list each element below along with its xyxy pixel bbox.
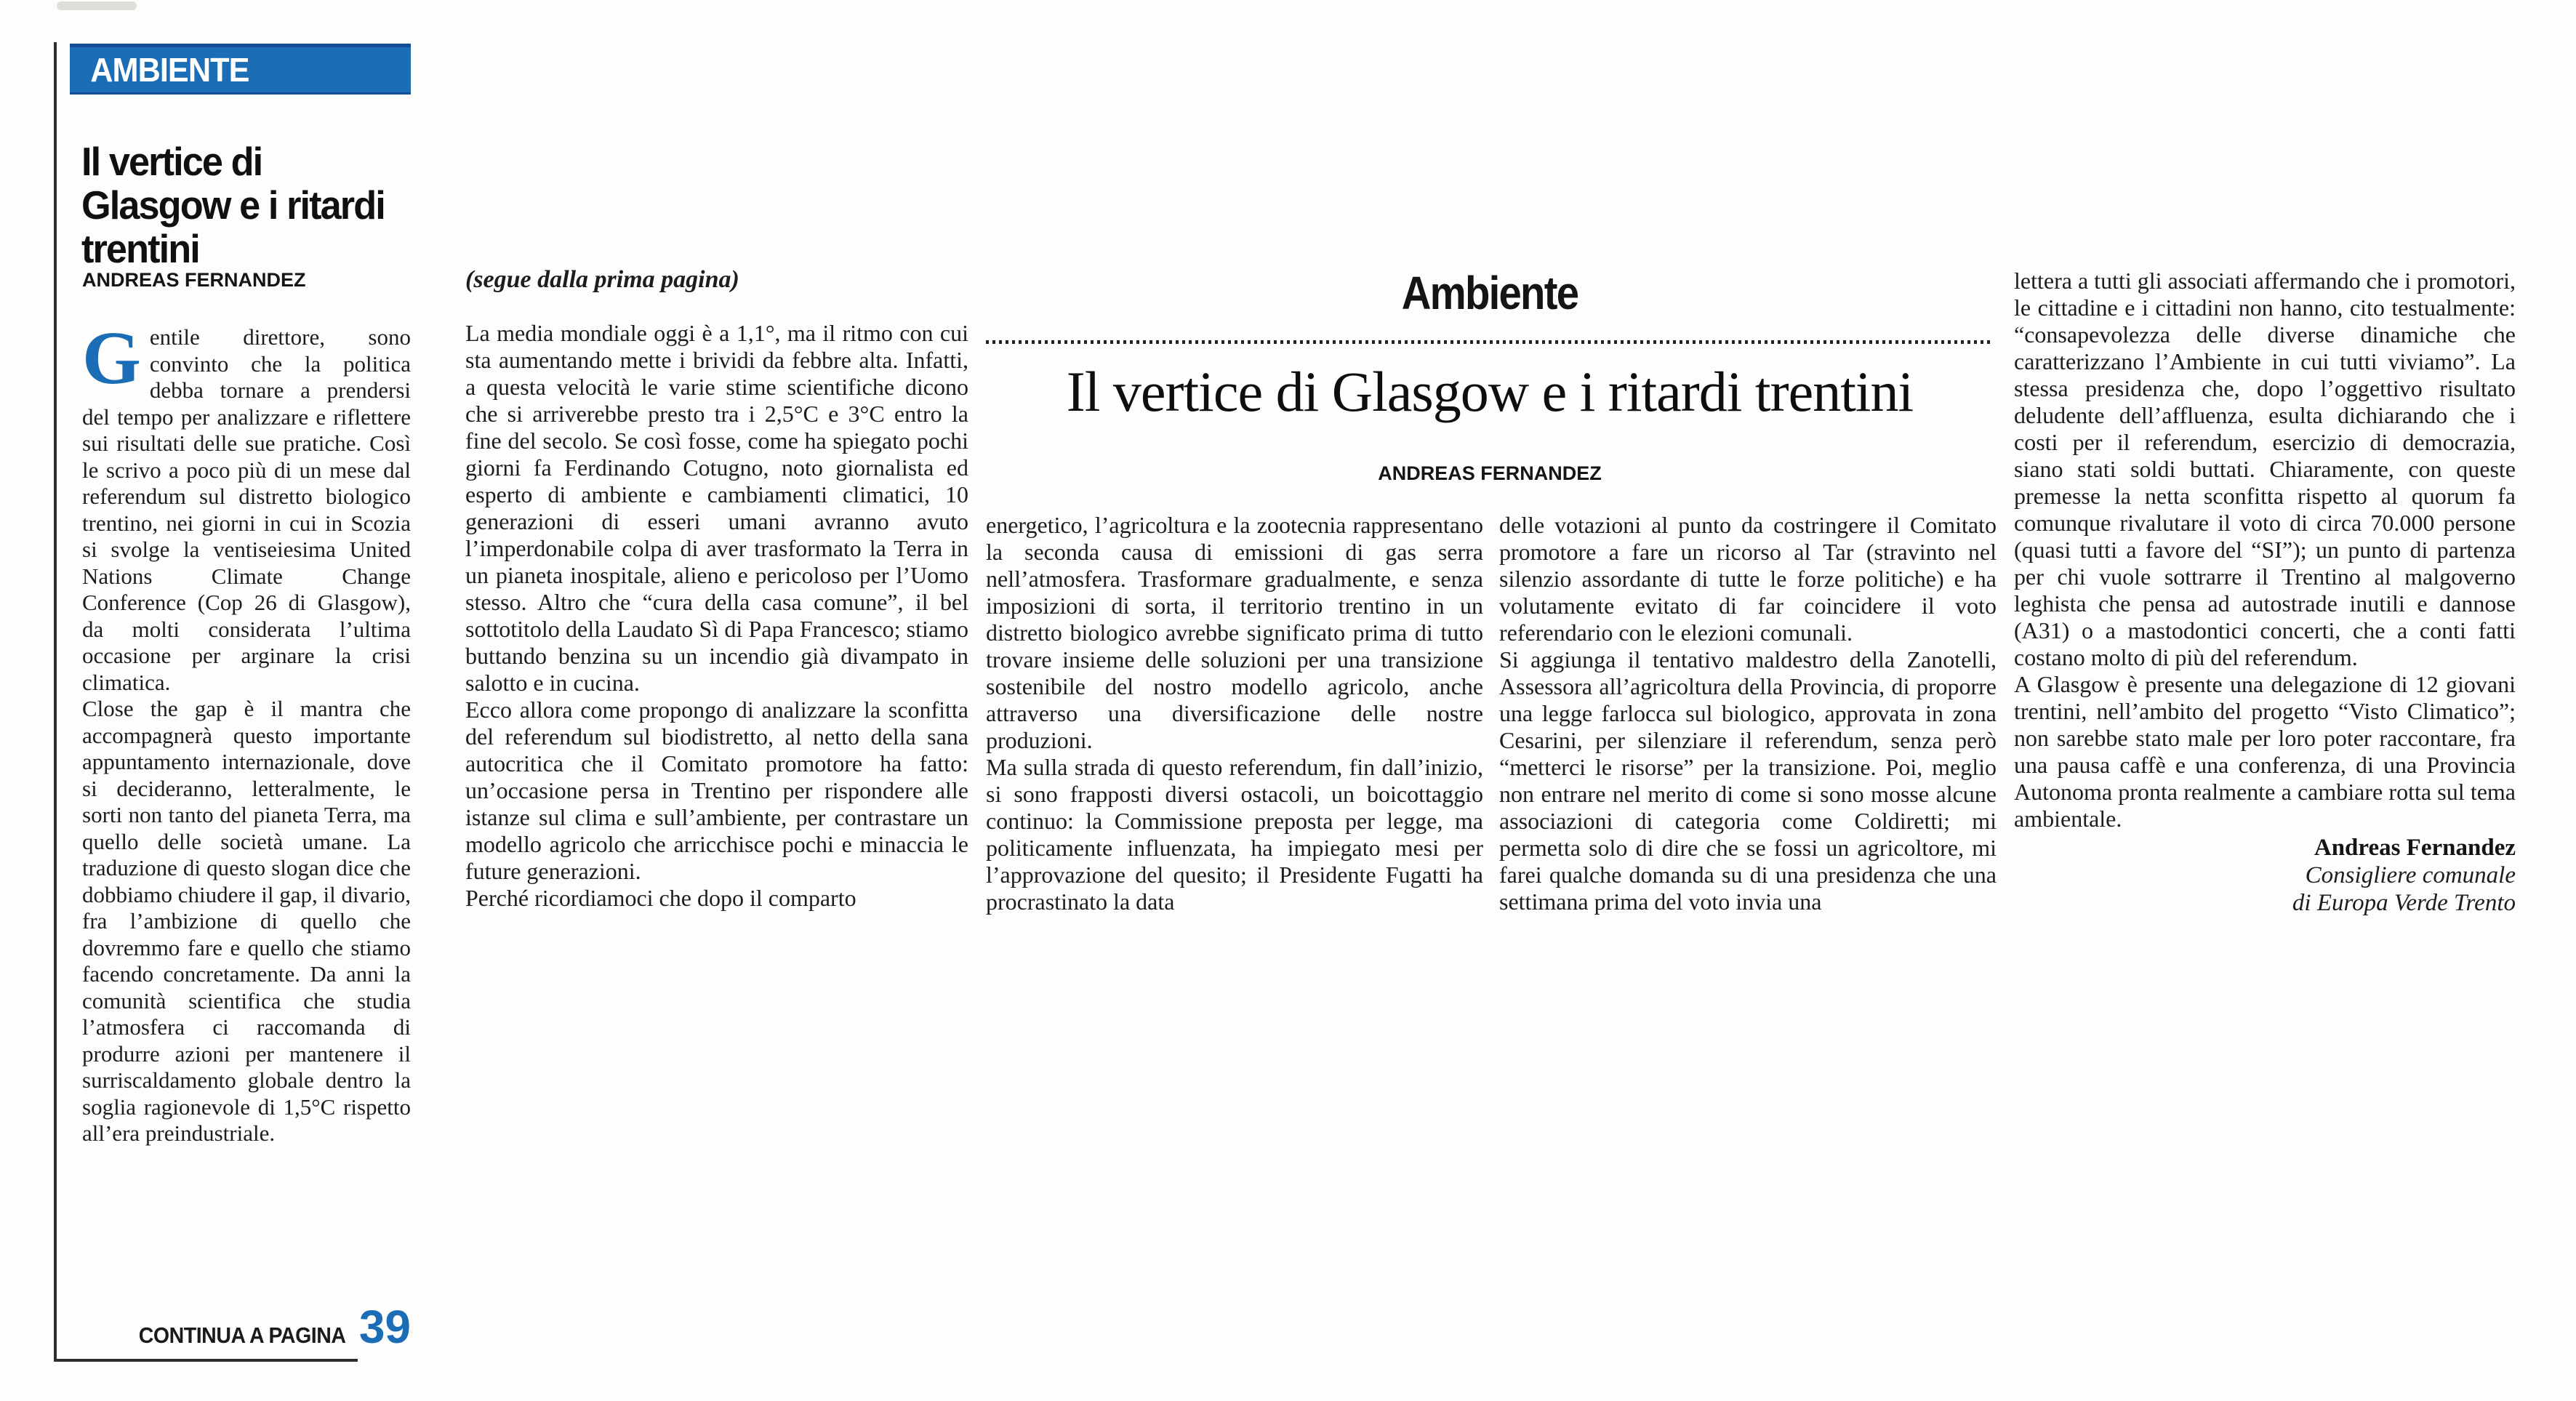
- jump-note: (segue dalla prima pagina): [465, 266, 739, 293]
- scan-artifact: [57, 1, 137, 10]
- section-label: AMBIENTE: [90, 51, 249, 89]
- article-paragraph: La media mondiale oggi è a 1,1°, ma il ritmo con cui sta aumentando mette i brividi da febbre alta. Infatti, a questa velocità le varie stime scientifiche dicono che si arriverebbe presto tra i 2,5°C e 3°C entro la fine del secolo. Se così fosse, come ha spiegato pochi giorni fa Ferdinando Cotugno, noto giornalista ed esperto di ambiente e cambiamenti climatici, 10 generazioni di esseri umani avranno avuto l’imperdonabile colpa di aver trasformato la Terra in un pianeta inospitale, alieno e pericoloso per l’Uomo stesso. Altro che “cura della casa comune”, il bel sottotitolo della Laudato Sì di Papa Francesco; stiamo buttando benzina su un incendio già divampato in salotto e in cucina.: [465, 320, 968, 696]
- article-column-2: [465, 320, 968, 912]
- article-paragraph: A Glasgow è presente una delegazione di 12 giovani trentini, nell’ambito del progetto “Visto Climatico”; non sarebbe stato male per loro poter raccontare, fra una pausa caffè e una conferenza, di una Provincia Autonoma pronta realmente a cambiare rotta sul tema ambientale.: [2014, 671, 2516, 832]
- article-paragraph: Ecco allora come propongo di analizzare la sconfitta del referendum sul biodistretto, al netto della sana autocritica che il Comitato promotore ha fatto: un’occasione persa in Trentino per rispondere alle istanze sul clima e sull’ambiente, per contrastare un modello agricolo che arricchisce pochi e minaccia le future generazioni.: [465, 697, 968, 884]
- article-column-4: [1499, 512, 1997, 915]
- article-column-3: [986, 512, 1483, 915]
- sidebar-paragraph-text: entile direttore, sono convinto che la politica debba tornare a prendersi del tempo per analizzare e riflettere sui risultati delle sue pratiche. Così le scrivo a poco più di un mese dal referendum sul distretto biologico trentino, nei giorni in cui in Scozia si svolge la ventiseiesima United Nations Climate Change Conference (Cop 26 di Glasgow), da molti considerata l’ultima occasione per arginare la crisi climatica.: [82, 324, 411, 695]
- dotted-rule: [986, 340, 1994, 344]
- main-byline: ANDREAS FERNANDEZ: [1378, 462, 1602, 484]
- center-section-label: Ambiente: [1401, 267, 1578, 319]
- signature-role: di Europa Verde Trento: [2292, 890, 2516, 916]
- main-headline: Il vertice di Glasgow e i ritardi trentini: [1066, 360, 1914, 423]
- signature-role: Consigliere comunale: [2305, 862, 2516, 888]
- sidebar-paragraph: [82, 316, 411, 696]
- drop-cap: G: [82, 316, 141, 400]
- sidebar-left-rule: [54, 42, 57, 1362]
- sidebar-byline: ANDREAS FERNANDEZ: [82, 269, 306, 291]
- signature-block: [2014, 834, 2516, 917]
- article-paragraph: Si aggiunga il tentativo maldestro della Zanotelli, Assessora all’agricoltura della Provincia, di proporre una legge farlocca sul biologico, approvata in zona Cesarini, per silenziare il referendum, senza però “metterci le risorse” per la transizione. Poi, meglio non entrare nel merito di come si sono mosse alcune associazioni di categoria come Coldiretti; mi permetta solo di dire che se fossi un agricoltore, mi farei qualche domanda su di una presidenza che una settimana prima del voto invia una: [1499, 646, 1997, 915]
- article-paragraph: delle votazioni al punto da costringere il Comitato promotore a fare un ricorso al Tar (stravinto nel silenzio assordante di tutte le forze politiche) e ha volutamente evitato di far coincidere il voto referendario con le elezioni comunali.: [1499, 512, 1997, 646]
- continuation-notice: [55, 1300, 411, 1360]
- article-paragraph: lettera a tutti gli associati affermando che i promotori, le cittadine e i cittadini non hanno, cito testualmente: “consapevolezza delle diverse dinamiche che caratterizzano l’Ambiente in cui tutti viviamo”. La stessa presidenza che, dopo l’oggettivo risultato deludente dell’affluenza, esulta dichiarando che i costi per il referendum, esercizio di democrazia, siano stati soldi buttati. Chiaramente, con queste premesse la netta sconfitta rispetto al quorum fa comunque rivalutare il voto di circa 70.000 persone (quasi tutti a favore del “SI”); un punto di partenza per chi vuole sottrarre il Trentino al malgoverno leghista che pensa ad autostrade inutili e dannose (A31) o a mastodontici concerti, che a conti fatti costano molto di più del referendum.: [2014, 268, 2516, 670]
- sidebar-paragraph: Close the gap è il mantra che accompagnerà questo importante appuntamento internazionale, dove si decideranno, letteralmente, le sorti non tanto del pianeta Terra, ma quello delle società umane. La traduzione di questo slogan dice che dobbiamo chiudere il gap, il divario, fra l’ambizione di quello che dovremmo fare e quello che stiamo facendo concretamente. Da anni la comunità scientifica che studia l’atmosfera ci raccomanda di produrre azioni per mantenere il surriscaldamento globale dentro la soglia ragionevole di 1,5°C rispetto all’era preindustriale.: [82, 696, 411, 1146]
- sidebar-article-text: [82, 316, 411, 1147]
- signature-name: Andreas Fernandez: [2314, 835, 2516, 861]
- section-kicker-box: [70, 44, 411, 95]
- article-paragraph: Ma sulla strada di questo referendum, fin dall’inizio, si sono frapposti diversi ostacoli, un boicottaggio continuo: la Commissione preposta per legge, ma politicamente influenzata, ha impiegato mesi per l’approvazione del quesito; il Presidente Fugatti ha procrastinato la data: [986, 754, 1483, 915]
- sidebar-headline: Il vertice di Glasgow e i ritardi trentini: [81, 139, 385, 271]
- article-paragraph: Perché ricordiamoci che dopo il comparto: [465, 885, 856, 911]
- continuation-label: CONTINUA A PAGINA: [139, 1322, 346, 1348]
- article-column-5: [2014, 268, 2516, 917]
- continuation-page-number: 39: [358, 1301, 411, 1353]
- article-paragraph: energetico, l’agricoltura e la zootecnia rappresentano la seconda causa di emissioni di gas serra nell’atmosfera. Trasformare gradualmente, e senza imposizioni di sorta, il territorio trentino in un distretto biologico avrebbe significato prima di tutto trovare insieme delle soluzioni per una transizione sostenibile del nostro modello agricolo, anche attraverso una diversificazione delle nostre produzioni.: [986, 512, 1483, 753]
